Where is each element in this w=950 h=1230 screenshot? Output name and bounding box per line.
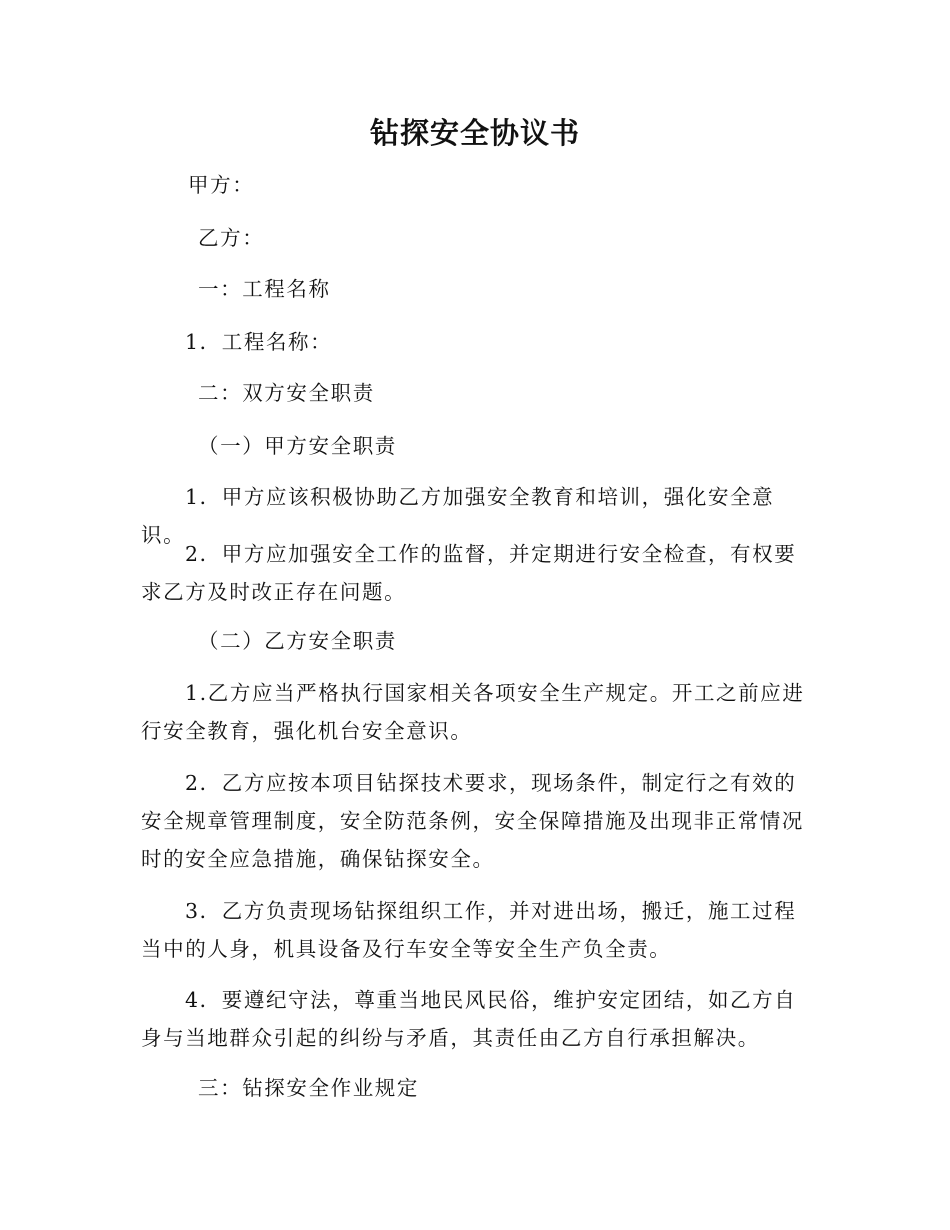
party-b-duty-2: 2．乙方应按本项目钻探技术要求，现场条件，制定行之有效的安全规章管理制度，安全防范条例，安全保障措施及出现非正常情况时的安全应急措施，确保钻探安全。 [141, 771, 804, 871]
section-heading-project-name: 一：工程名称 [198, 277, 331, 301]
party-b-duty-3: 3．乙方负责现场钻探组织工作，并对进出场，搬迁，施工过程当中的人身，机具设备及行车安全等安全生产负全责。 [141, 899, 797, 961]
party-b-label: 乙方： [198, 226, 265, 250]
party-b-duty-1: 1.乙方应当严格执行国家相关各项安全生产规定。开工之前应进行安全教育，强化机台安全意识。 [141, 681, 805, 743]
party-a-label: 甲方： [188, 173, 255, 197]
project-name-label: 1．工程名称： [185, 330, 333, 354]
subheading-party-a-duties: （一）甲方安全职责 [198, 434, 397, 458]
section-heading-responsibilities: 二：双方安全职责 [198, 381, 375, 405]
party-a-duty-1: 1．甲方应该积极协助乙方加强安全教育和培训，强化安全意识。 [141, 485, 775, 547]
section-heading-drilling-rules: 三：钻探安全作业规定 [198, 1076, 419, 1100]
party-a-duty-2: 2．甲方应加强安全工作的监督，并定期进行安全检查，有权要求乙方及时改正存在问题。 [141, 542, 797, 604]
document-title: 钻探安全协议书 [369, 116, 580, 150]
subheading-party-b-duties: （二）乙方安全职责 [198, 629, 397, 653]
party-b-duty-4: 4．要遵纪守法，尊重当地民风民俗，维护安定团结，如乙方自身与当地群众引起的纠纷与矛盾，其责任由乙方自行承担解决。 [141, 988, 797, 1050]
